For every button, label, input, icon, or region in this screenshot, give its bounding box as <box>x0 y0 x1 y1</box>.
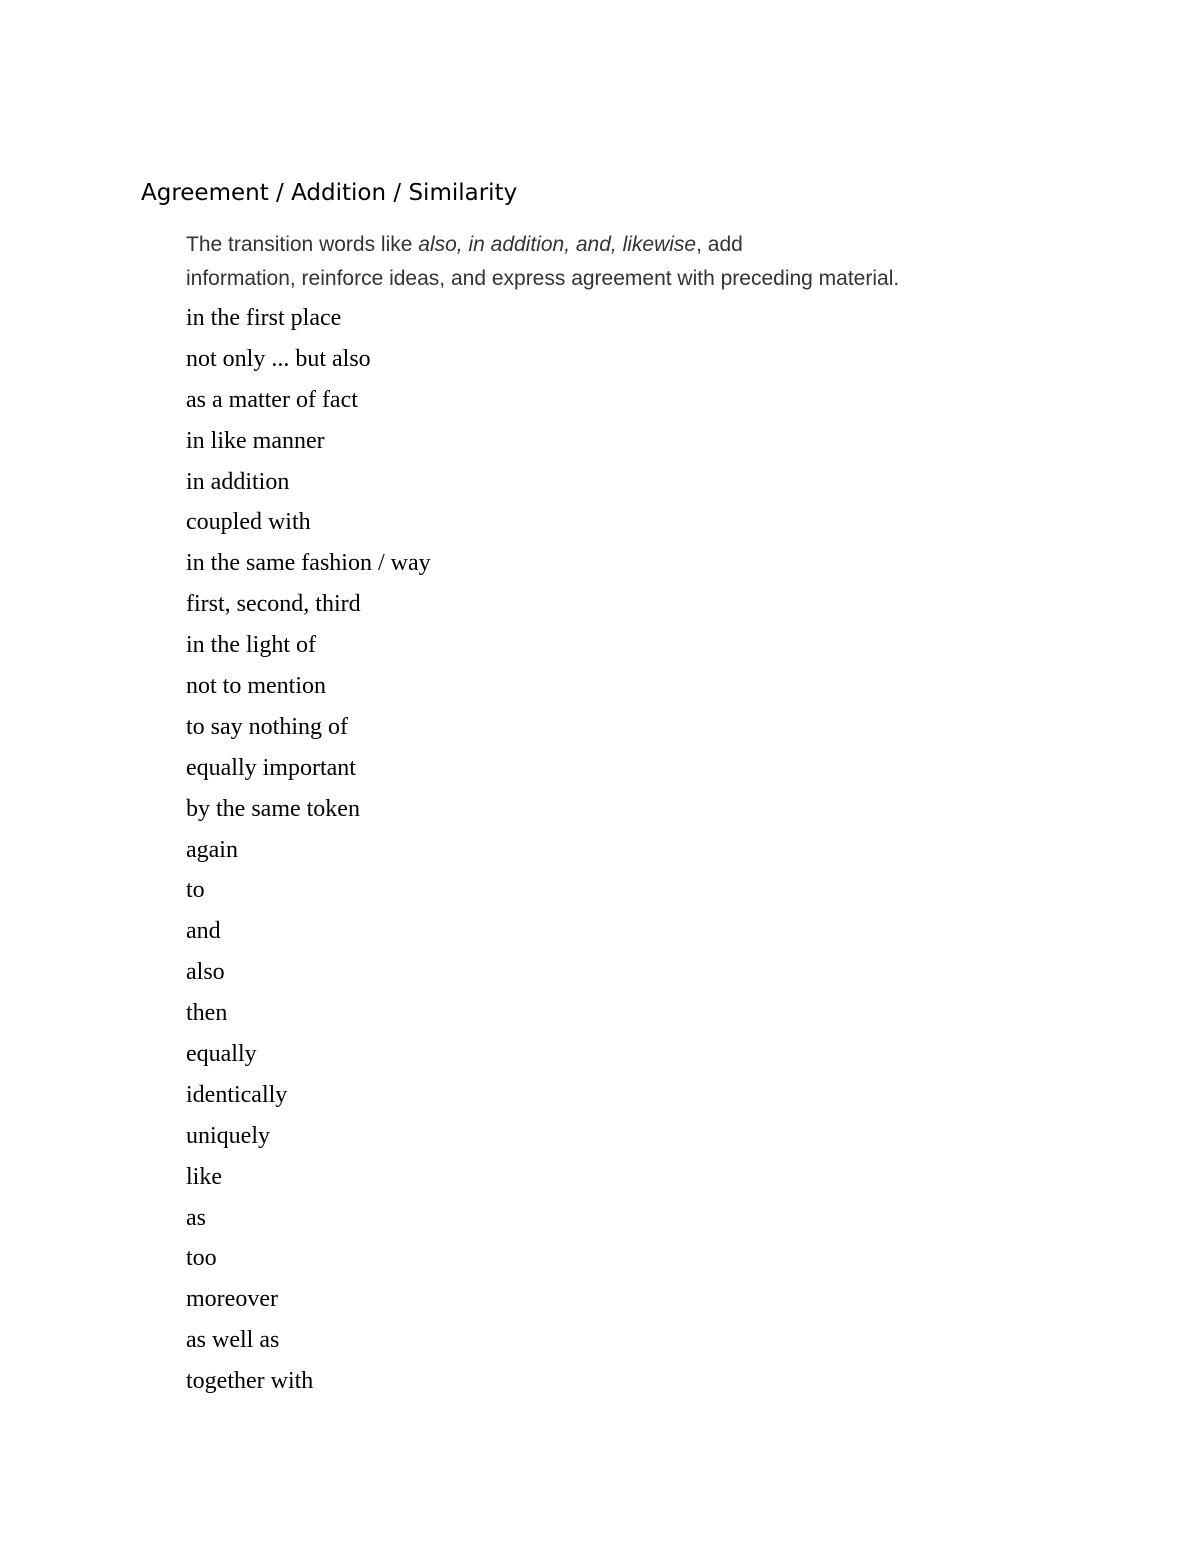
list-item: coupled with <box>186 509 311 536</box>
list-item: like <box>186 1163 222 1190</box>
intro-text-after: , add <box>696 233 743 256</box>
list-item: to say nothing of <box>186 713 348 740</box>
intro-line-1 <box>186 228 1086 262</box>
list-item: as a matter of fact <box>186 386 358 413</box>
list-item: as <box>186 1204 206 1231</box>
list-item: as well as <box>186 1327 280 1354</box>
transition-terms-list <box>186 298 431 1402</box>
section-heading: Agreement / Addition / Similarity <box>141 180 518 206</box>
list-item: too <box>186 1245 217 1272</box>
intro-paragraph <box>186 228 1086 296</box>
list-item: then <box>186 1000 228 1027</box>
list-item: identically <box>186 1081 288 1108</box>
list-item: in the same fashion / way <box>186 550 431 577</box>
list-item: and <box>186 918 221 945</box>
list-item: to <box>186 877 205 904</box>
intro-text-before: The transition words like <box>186 233 419 256</box>
intro-italic-examples: also, in addition, and, likewise <box>418 233 697 256</box>
list-item: again <box>186 836 238 863</box>
list-item: in addition <box>186 468 290 495</box>
list-item: uniquely <box>186 1122 270 1149</box>
list-item: not to mention <box>186 673 326 700</box>
list-item: in the first place <box>186 305 342 331</box>
list-item: equally <box>186 1041 257 1068</box>
list-item: together with <box>186 1368 314 1395</box>
list-item: also <box>186 959 225 986</box>
list-item: first, second, third <box>186 591 361 618</box>
list-item: equally important <box>186 754 356 781</box>
list-item: by the same token <box>186 795 360 822</box>
list-item: not only ... but also <box>186 345 371 372</box>
intro-line-2: information, reinforce ideas, and express agreement with preceding material. <box>186 267 900 290</box>
list-item: in like manner <box>186 427 325 454</box>
list-item: in the light of <box>186 632 316 659</box>
list-item: moreover <box>186 1286 278 1313</box>
